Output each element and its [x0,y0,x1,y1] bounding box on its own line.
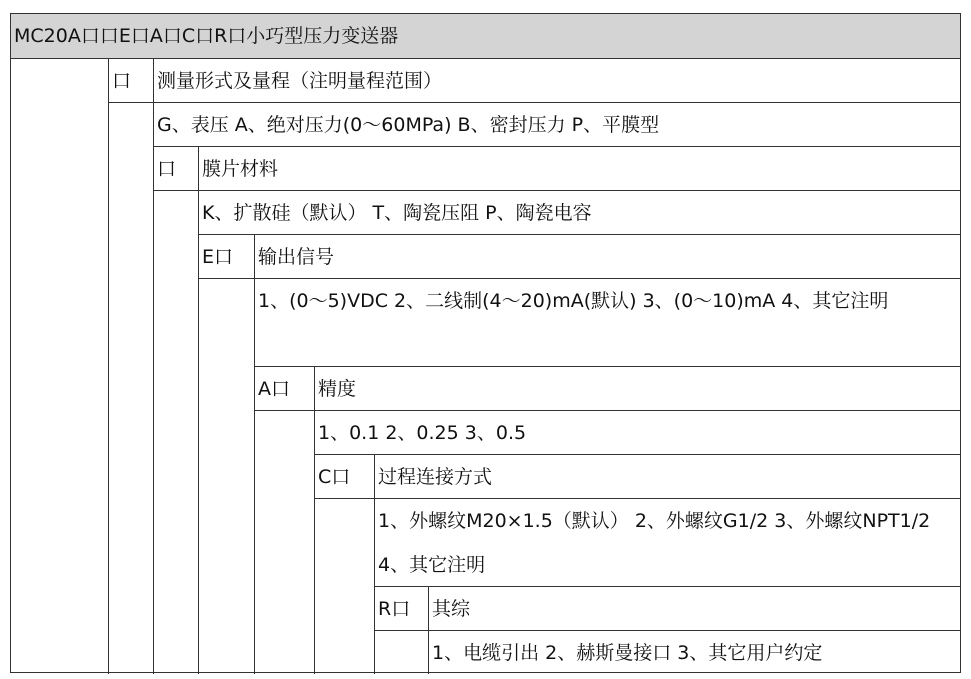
indent-col-3 [198,278,254,674]
indent-col-2 [153,190,198,674]
table-title: MC20A口口E口A口C口R口小巧型压力变送器 [11,14,960,58]
code-cell-connection: C口 [314,454,374,498]
indent-col-1 [108,102,153,674]
label-cell-connection: 过程连接方式 [374,454,960,498]
options-connection: 1、外螺纹M20×1.5（默认） 2、外螺纹G1/2 3、外螺纹NPT1/2 4、其它注明 [374,498,960,586]
options-range: G、表压 A、绝对压力(0～60MPa) B、密封压力 P、平膜型 [153,102,960,146]
label-cell-diaphragm: 膜片材料 [198,146,960,190]
indent-col-5 [314,498,374,674]
label-cell-accuracy: 精度 [314,366,960,410]
code-cell-diaphragm: 口 [153,146,198,190]
options-diaphragm: K、扩散硅（默认） T、陶瓷压阻 P、陶瓷电容 [198,190,960,234]
indent-col-6 [374,630,428,674]
label-cell-other: 其综 [428,586,960,630]
options-accuracy: 1、0.1 2、0.25 3、0.5 [314,410,960,454]
code-cell-other: R口 [374,586,428,630]
label-cell-output: 输出信号 [254,234,960,278]
options-output: 1、(0～5)VDC 2、二线制(4～20)mA(默认) 3、(0～10)mA 4、其它注明 [254,278,960,366]
code-cell-range: 口 [108,58,153,102]
code-cell-output: E口 [198,234,254,278]
spec-table [10,13,961,673]
indent-col-4 [254,410,314,674]
label-cell-range: 测量形式及量程（注明量程范围） [153,58,960,102]
indent-col-0 [10,58,108,674]
code-cell-accuracy: A口 [254,366,314,410]
options-other: 1、电缆引出 2、赫斯曼接口 3、其它用户约定 [428,630,960,674]
